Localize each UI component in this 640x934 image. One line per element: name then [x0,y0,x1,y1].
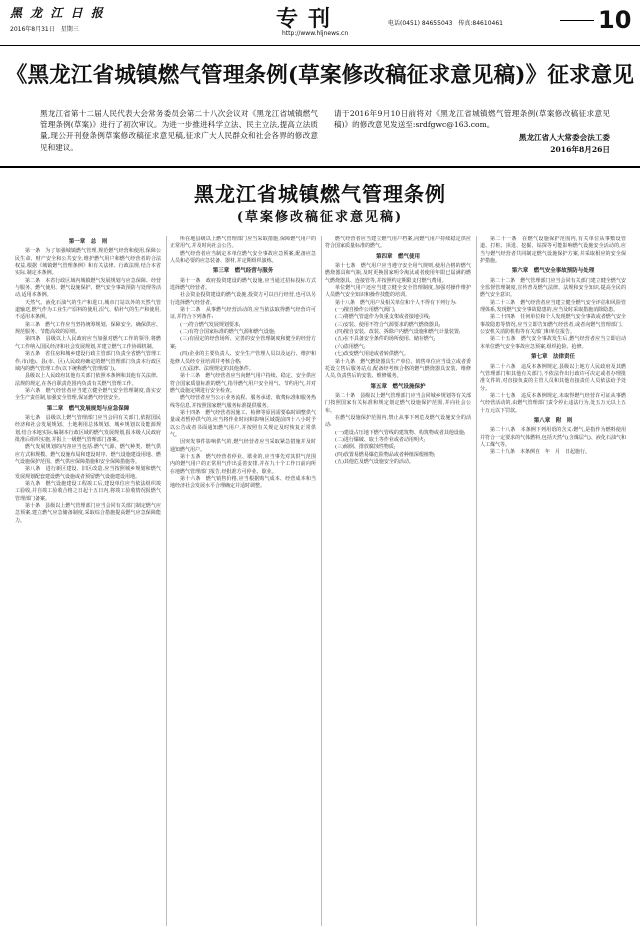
section-name: 专刊 [276,6,341,32]
article-paragraph: 第二十二条 燃气管理部门应当会同有关部门建立健全燃气安全监督管理制度,宣传普及燃气法律、法规和安全知识,提高全民的燃气安全意识。 [480,277,626,299]
chapter-heading: 第二章 燃气发展规划与应急保障 [46,405,130,412]
article-paragraph: (五)在不具备安全条件的场所使用、储存燃气; [335,336,436,343]
chapter-heading: 第四章 燃气使用 [375,253,420,260]
article-paragraph: 第十九条 燃气燃烧器具生产单位、销售单位应当设立或者委托设立售后服务站点,配备经考核合格的燃气燃烧器具安装、维修人员,负责售后的安装、维修服务。 [325,358,471,380]
body-column-3 [325,236,471,926]
article-paragraph: 第二十六条 违反本条例规定,县级以上地方人民政府及其燃气管理部门和其他有关部门,不依法作出行政许可决定或者办理批准文件的,对直接负责的主管人员和其他直接责任人员依法给予处分。 [480,363,626,392]
issue-sign-date: 2016年8月26日 [550,145,610,154]
article-paragraph: 第二十条 县级以上燃气管理部门应当会同城乡规划等有关部门按照国家有关标准和规定划定燃气设施保护范围,并向社会公布。 [325,392,471,414]
article-paragraph: 燃气经营者应当制定本单位燃气安全事故应急预案,配备应急人员和必要的应急装备、器材,并定期组织演练。 [170,250,316,265]
issuing-organization: 黑龙江省人大常委会法工委 [518,133,610,142]
article-paragraph: (二)进行爆破、取土等作业或者动用明火; [335,436,426,443]
intro-submission: 请于2016年9月10日前将对《黑龙江省城镇燃气管理条例(草案修改稿征求意见稿)》的修改意见发送至:srdfgwc@163.com。 [334,109,610,130]
article-paragraph: 第二十一条 在燃气设施保护范围内,有关单位从事敷设管道、打桩、顶进、挖掘、钻探等可能影响燃气设施安全活动的,应当与燃气经营者共同制定燃气设施保护方案,并采取相应的安全保护措施。 [480,236,626,265]
article-paragraph: (三)倾倒、排放腐蚀性物质; [335,444,396,451]
article-paragraph: (六)盗用燃气; [335,343,366,350]
article-paragraph: (三)有固定的经营场所、完善的安全管理制度和健全的经营方案; [170,336,316,350]
chapter-heading: 第八章 附 则 [533,417,573,424]
article-paragraph: 第二十四条 任何单位和个人发现燃气安全事故或者燃气安全事故隐患等情况,应当立即告知燃气经营者,或者向燃气管理部门、公安机关消防机构等有关部门和单位报告。 [480,314,626,336]
article-paragraph: 县级以上人民政府其他有关部门依照本条例和其他有关法律、法规的规定,在各自职责范围内负责有关燃气管理工作。 [15,373,161,387]
page-number: 10 [598,6,632,34]
article-paragraph: 社会资金投资建设的燃气设施,投资方可以自行经营,也可以另行选择燃气经营者。 [170,292,316,306]
chapter-heading: 第六章 燃气安全事故预防与处理 [511,268,595,275]
body-column-4 [480,236,626,926]
article-paragraph: 燃气经营者应当建立燃气用户档案,向燃气用户持续稳定供应符合国家质量标准的燃气。 [325,236,471,250]
article-paragraph: 第二条 本省行政区域内城镇燃气发展规划与应急保障、经营与服务、燃气使用、燃气设施保护、燃气安全事故预防与处理等活动,适用本条例。 [15,277,161,299]
article-paragraph: (七)改变燃气用途或者转供燃气。 [335,351,409,358]
article-paragraph: 第十六条 燃气销售价格,应当根据购气成本、经营成本和当地经济社会发展水平合理确定并适时调整。 [170,476,316,490]
article-paragraph: 第十五条 燃气经营者停业、歇业的,应当事先对其供气范围内的燃气用户的正常用气作出妥善安排,并在九十个工作日前向所在地燃气管理部门报告,经批准方可停业、歇业。 [170,453,316,475]
article-paragraph: 第六条 燃气经营者应当建立健全燃气安全管理制度,落实安全生产责任制,加强安全管理,保证燃气经营安全。 [15,387,161,402]
website-link[interactable]: http://www.hljnews.cn [282,30,349,37]
article-paragraph: 燃气经营者应当公示业务流程、服务承诺、收费标准和服务热线等信息,并按照国家燃气服务标准提供服务。 [170,395,316,409]
article-paragraph: 在燃气设施保护范围内,禁止从事下列危及燃气设施安全的活动: [325,414,471,429]
article-paragraph: 第十二条 从事燃气经营活动的,应当依法取得燃气经营许可证,并符合下列条件: [170,307,316,321]
intro-notice: 黑龙江省第十二届人民代表大会常务委员会第二十八次会议对《黑龙江省城镇燃气管理条例(草案)》进行了初次审议。为进一步推进科学立法、民主立法,提高立法质量,现公开刊登条例草案修改稿征求意见稿,征求广大人民群众和社会各界的修改意见和建议。 [40,109,318,152]
article-paragraph: 第八条 进行新区建设、旧区改造,应当按照城乡规划和燃气发展规划配套建设燃气设施或者预留燃气设施建设用地。 [15,466,161,480]
article-paragraph: 第二十五条 燃气安全事故发生后,燃气经营者应当立即启动本单位燃气安全事故应急预案,组织抢险、抢修。 [480,336,626,350]
article-paragraph: (二)有符合国家标准的燃气气源和燃气设施; [180,329,276,336]
body-column-1 [15,236,161,926]
article-paragraph: 第一条 为了加强城镇燃气管理,规范燃气经营和使用,保障公民生命、财产安全和公共安全,维护燃气用户和燃气经营者的合法权益,根据《城镇燃气管理条例》和有关法律、行政法规,结合本省实际,制定本条例。 [15,248,161,277]
article-paragraph: (四)擅自安装、改装、拆除户内燃气设施和燃气计量装置; [335,329,461,336]
article-paragraph: 第十七条 燃气用户应当遵守安全用气规则,使用合格的燃气燃烧器具和气瓶,及时更换国家明令淘汰或者使用年限已届满的燃气燃烧器具、连接管等,并按照约定期限支付燃气费用。 [325,263,471,284]
chapter-heading: 第五章 燃气设施保护 [370,383,426,390]
masthead-divider [560,20,594,21]
article-paragraph: 第二十三条 燃气经营者应当建立健全燃气安全评估和风险管理体系,发现燃气安全事故隐患的,应当及时采取措施消除隐患。 [480,299,626,314]
article-paragraph: (一)建设占压地下燃气管线的建筑物、构筑物或者其他设施; [335,429,466,436]
article-paragraph: 第三条 燃气工作应当坚持统筹规划、保障安全、确保供应、规范服务、节能高效的原则。 [15,321,161,336]
paper-name: 黑 龙 江 日 报 [10,6,105,20]
chapter-heading: 第三章 燃气经营与服务 [212,268,274,275]
article-paragraph: 第四条 县级以上人民政府应当加强对燃气工作的领导,将燃气工作纳入国民经济和社会发展规划,并建立燃气工作协调机制。 [15,336,161,350]
article-paragraph: 第十四条 燃气经营者因施工、检修等原因需要临时调整供气量或者暂停供气的,应当将作业时间和影响区域提前四十八小时予以公告或者书面通知燃气用户,并按照有关规定及时恢复正常供气。 [170,409,316,438]
article-paragraph: 第十条 县级以上燃气管理部门应当会同有关部门制定燃气应急预案,建立燃气应急储备制度,采取综合措施提高燃气应急保障能力。 [15,503,161,524]
column-divider [476,236,477,926]
article-paragraph: 天然气、液化石油气的生产和进口,城市门站以外的天然气管道输送,燃气作为工业生产原料的使用,沼气、秸秆气的生产和使用,不适用本条例。 [15,299,161,321]
article-paragraph: (二)将燃气管道作为负重支架或者接地引线; [335,314,431,321]
article-paragraph: 第二十八条 本条例下列用语的含义:燃气,是指作为燃料使用并符合一定要求的气体燃料,包括天然气(含煤层气)、液化石油气和人工煤气等。 [480,427,626,448]
issue-date: 2016年8月31日 星期三 [10,26,79,33]
article-paragraph: 燃气发展规划的内容应当包括:燃气气源、燃气种类、燃气供应方式和规模、燃气设施布局和建设时序、燃气设施建设用地、燃气设施保护范围、燃气供应保障措施和安全保障措施等。 [15,444,161,465]
article-paragraph: 因突发事件影响供气的,燃气经营者应当采取紧急措施并及时通知燃气用户。 [170,439,316,453]
chapter-heading: 第一章 总 则 [68,239,108,245]
article-paragraph: 第十三条 燃气经营者应当向燃气用户持续、稳定、安全供应符合国家质量标准的燃气,指导燃气用户安全用气、节约用气,并对燃气设施定期进行安全检查。 [170,373,316,394]
article-paragraph: (一)符合燃气发展规划要求; [180,321,241,328]
body-column-2 [170,236,316,926]
document-subtitle: (草案修改稿征求意见稿) [236,210,404,225]
article-paragraph: 单位燃气用户还应当建立健全安全管理制度,加强对操作维护人员燃气安全知识和操作技能的培训。 [325,285,471,299]
column-divider [166,236,167,926]
hotline: 电话(0451) 84655043 传真:84610461 [388,20,503,27]
article-paragraph: (四)企业的主要负责人、安全生产管理人员以及运行、维护和抢修人员经专业培训并考核合格; [170,351,316,365]
article-paragraph: 第五条 省住房和城乡建设行政主管部门负责全省燃气管理工作;市(地)、县(市、区)人民政府确定的燃气管理部门负责本行政区域内的燃气管理工作(以下统称燃气管理部门)。 [15,351,161,372]
section-rule [0,166,640,168]
article-paragraph: 所在地县级以上燃气管理部门应当采取措施,保障燃气用户的正常用气,并及时向社会公告。 [170,236,316,250]
article-paragraph: (五)其他危及燃气设施安全的活动。 [335,458,414,465]
column-divider [321,236,322,926]
document-title: 黑龙江省城镇燃气管理条例 [194,182,446,206]
chapter-heading: 第七章 法律责任 [530,354,575,361]
article-paragraph: 第二十九条 本条例自 年 月 日起施行。 [490,449,591,456]
article-paragraph: (一)擅自操作公用燃气阀门; [335,307,396,314]
article-paragraph: (四)放置易燃易爆危险物品或者种植深根植物; [335,451,436,458]
article-paragraph: 第九条 燃气设施建设工程竣工后,建设单位应当依法组织竣工验收,并自竣工验收合格之日起十五日内,将竣工验收情况报燃气管理部门备案。 [15,481,161,502]
article-paragraph: 第二十七条 违反本条例规定,未取得燃气经营许可证从事燃气经营活动的,由燃气管理部门责令停止违法行为,处五万元以上五十万元以下罚款。 [480,392,626,414]
article-paragraph: 第十八条 燃气用户及相关单位和个人不得有下列行为: [335,299,457,306]
article-paragraph: 第十一条 政府投资建设的燃气设施,应当通过招标投标方式选择燃气经营者。 [170,277,316,292]
article-paragraph: (五)法律、法规规定的其他条件。 [180,365,254,372]
article-paragraph: (三)安装、使用不符合气源要求的燃气燃烧器具; [335,321,441,328]
page-headline: 《黑龙江省城镇燃气管理条例(草案修改稿征求意见稿)》征求意见 [5,63,635,88]
article-paragraph: 第七条 县级以上燃气管理部门应当会同有关部门,依据国民经济和社会发展规划、土地利用总体规划、城乡规划以及能源规划,结合本地实际,编制本行政区域的燃气发展规划,报本级人民政府批准后组织实施,并报上一级燃气管理部门备案。 [15,414,161,443]
